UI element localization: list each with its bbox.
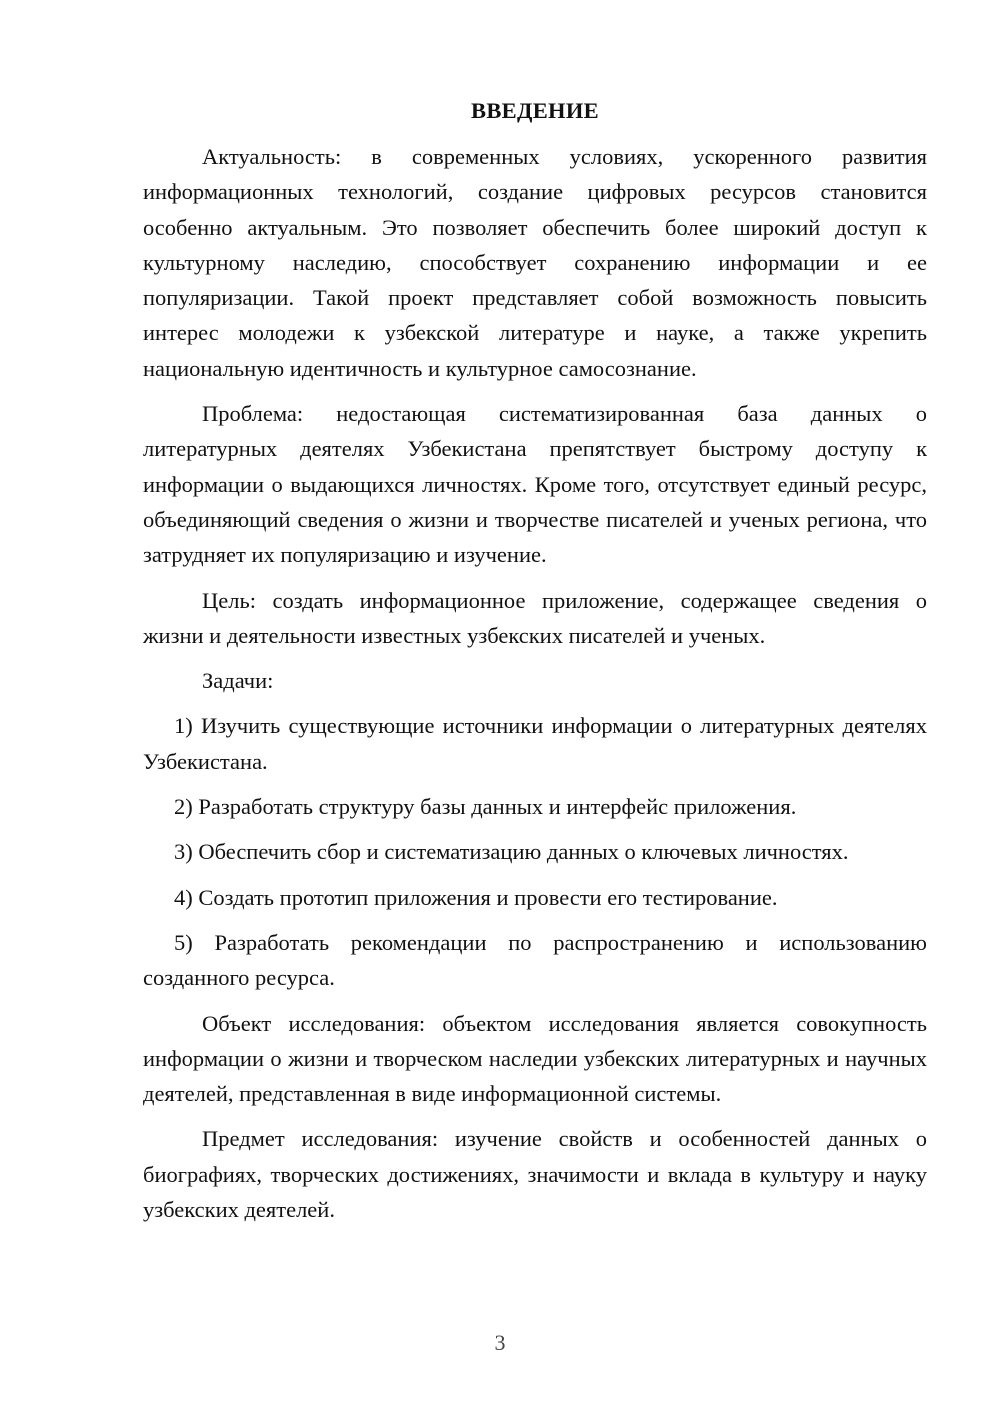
- page-title: ВВЕДЕНИЕ: [471, 98, 599, 123]
- task-item-5: 5) Разработать рекомендации по распространению и использованию созданного ресурса.: [143, 929, 927, 991]
- page-number: 3: [494, 1330, 506, 1355]
- task-item-2: 2) Разработать структуру базы данных и интерфейс приложения.: [174, 794, 797, 820]
- problem-paragraph: Проблема: недостающая систематизированная база данных о литературных деятелях Узбекистана препятствует быстрому доступу к информации о выдающихся личностях. Кроме того, отсутствует единый ресурс, объединяющий сведения о жизни и творчестве писателей и ученых региона, что затрудняет их популяризацию и изучение.: [143, 401, 927, 568]
- object-paragraph: Объект исследования: объектом исследования является совокупность информации о жизни и творческом наследии узбекских литературных и научных деятелей, представленная в виде информационной системы.: [143, 1010, 927, 1107]
- document-page: [143, 95, 927, 1237]
- subject-paragraph: Предмет исследования: изучение свойств и особенностей данных о биографиях, творческих достижениях, значимости и вклада в культуру и науку узбекских деятелей.: [143, 1126, 927, 1223]
- task-item-3: 3) Обеспечить сбор и систематизацию данных о ключевых личностях.: [174, 839, 849, 865]
- tasks-label: Задачи:: [202, 668, 274, 694]
- task-item-4: 4) Создать прототип приложения и провести его тестирование.: [174, 884, 778, 910]
- relevance-paragraph: Актуальность: в современных условиях, ускоренного развития информационных технологий, создание цифровых ресурсов становится особенно актуальным. Это позволяет обеспечить более широкий доступ к культурному наследию, способствует сохранению информации и ее популяризации. Такой проект представляет собой возможность повысить интерес молодежи к узбекской литературе и науке, а также укрепить национальную идентичность и культурное самосознание.: [143, 144, 927, 381]
- task-item-1: 1) Изучить существующие источники информации о литературных деятелях Узбекистана.: [143, 713, 927, 774]
- goal-paragraph: Цель: создать информационное приложение, содержащее сведения о жизни и деятельности известных узбекских писателей и ученых.: [143, 587, 927, 648]
